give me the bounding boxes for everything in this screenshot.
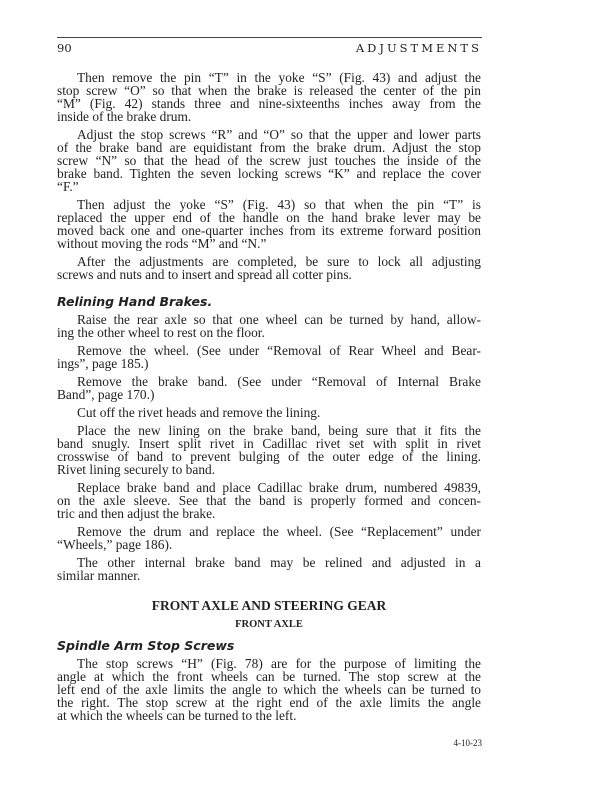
text-line: Then remove the pin “T” in the yoke “S” (Fig. 43) and adjust the bbox=[77, 70, 481, 85]
text-line: Place the new lining on the brake band, being sure that it fits the bbox=[77, 423, 481, 438]
chapter-title: FRONT AXLE AND STEERING GEAR bbox=[151, 598, 387, 613]
paragraph bbox=[57, 375, 481, 401]
paragraph bbox=[57, 255, 481, 281]
paragraph bbox=[57, 344, 481, 370]
text-line: crosswise of band to prevent bulging of the outer edge of the lining. bbox=[57, 449, 481, 464]
section-heading: Relining Hand Brakes. bbox=[57, 294, 213, 309]
text-line: Remove the drum and replace the wheel. (See “Replacement” under bbox=[77, 524, 481, 539]
text-line: The stop screws “H” (Fig. 78) are for the purpose of limiting the bbox=[77, 656, 481, 671]
text-line: Then adjust the yoke “S” (Fig. 43) so that when the pin “T” is bbox=[77, 197, 481, 212]
section-heading: Spindle Arm Stop Screws bbox=[57, 638, 235, 653]
body-text bbox=[57, 66, 481, 722]
text-line: Remove the brake band. (See under “Removal of Internal Brake bbox=[77, 374, 481, 389]
text-line: ing the other wheel to rest on the floor. bbox=[57, 325, 265, 340]
text-line: Remove the wheel. (See under “Removal of Rear Wheel and Bear- bbox=[77, 343, 481, 358]
text-line: moved back one and one-quarter inches from its extreme forward position bbox=[57, 223, 481, 238]
text-line: on the axle sleeve. See that the band is properly formed and concen- bbox=[57, 493, 481, 508]
text-line: After the adjustments are completed, be sure to lock all adjusting bbox=[77, 254, 481, 269]
text-line: angle at which the front wheels can be turned. The stop screw at the bbox=[57, 669, 481, 684]
text-line: similar manner. bbox=[57, 568, 141, 583]
paragraph bbox=[57, 313, 481, 339]
text-line: inside of the brake drum. bbox=[57, 109, 192, 124]
section-brake-adjustment bbox=[57, 71, 481, 281]
section-relining bbox=[57, 313, 481, 582]
text-line: screw “N” so that the head of the screw just touches the inside of the bbox=[57, 153, 481, 168]
paragraph bbox=[57, 657, 481, 722]
text-line: without moving the rods “M” and “N.” bbox=[57, 236, 267, 251]
chapter-subtitle: FRONT AXLE bbox=[235, 619, 303, 630]
text-line: Band”, page 170.) bbox=[57, 387, 155, 402]
text-line: Raise the rear axle so that one wheel can be turned by hand, allow- bbox=[77, 312, 481, 327]
text-line: ings”, page 185.) bbox=[57, 356, 149, 371]
text-line: “F.” bbox=[57, 179, 79, 194]
page-header bbox=[57, 41, 482, 55]
text-line: “M” (Fig. 42) stands three and nine-sixteenths inches away from the bbox=[57, 96, 481, 111]
text-line: Cut off the rivet heads and remove the lining. bbox=[77, 405, 321, 420]
text-line: replaced the upper end of the handle on the hand brake lever may be bbox=[57, 210, 481, 225]
text-line: Adjust the stop screws “R” and “O” so that the upper and lower parts bbox=[77, 127, 481, 142]
paragraph bbox=[57, 556, 481, 582]
paragraph bbox=[57, 128, 481, 193]
text-line: brake band. Tighten the seven locking screws “K” and replace the cover bbox=[57, 166, 481, 181]
text-line: Replace brake band and place Cadillac brake drum, numbered 49839, bbox=[77, 480, 481, 495]
header-rule bbox=[57, 37, 482, 38]
date-code: 4-10-23 bbox=[453, 738, 482, 748]
text-line: at which the wheels can be turned to the left. bbox=[57, 708, 297, 723]
text-line: band snugly. Insert split rivet in Cadillac rivet set with split in rivet bbox=[57, 436, 481, 451]
section-spindle-stop bbox=[57, 657, 481, 722]
page-number: 90 bbox=[57, 41, 72, 55]
text-line: left end of the axle limits the angle to which the wheels can be turned to bbox=[57, 682, 481, 697]
paragraph bbox=[57, 198, 481, 250]
running-title: ADJUSTMENTS bbox=[355, 41, 482, 55]
text-line: stop screw “O” so that when the brake is released the center of the pin bbox=[57, 83, 481, 98]
text-line: The other internal brake band may be relined and adjusted in a bbox=[77, 555, 481, 570]
text-line: Rivet lining securely to band. bbox=[57, 462, 216, 477]
paragraph bbox=[57, 424, 481, 476]
text-line: “Wheels,” page 186). bbox=[57, 537, 173, 552]
paragraph bbox=[57, 481, 481, 520]
paragraph bbox=[57, 71, 481, 123]
text-line: screws and nuts and to insert and spread all cotter pins. bbox=[57, 267, 352, 282]
paragraph bbox=[57, 406, 481, 419]
text-line: tric and then adjust the brake. bbox=[57, 506, 216, 521]
text-line: of the brake band are equidistant from the brake drum. Adjust the stop bbox=[57, 140, 481, 155]
text-line: the right. The stop screw at the right end of the axle limits the angle bbox=[57, 695, 481, 710]
paragraph bbox=[57, 525, 481, 551]
